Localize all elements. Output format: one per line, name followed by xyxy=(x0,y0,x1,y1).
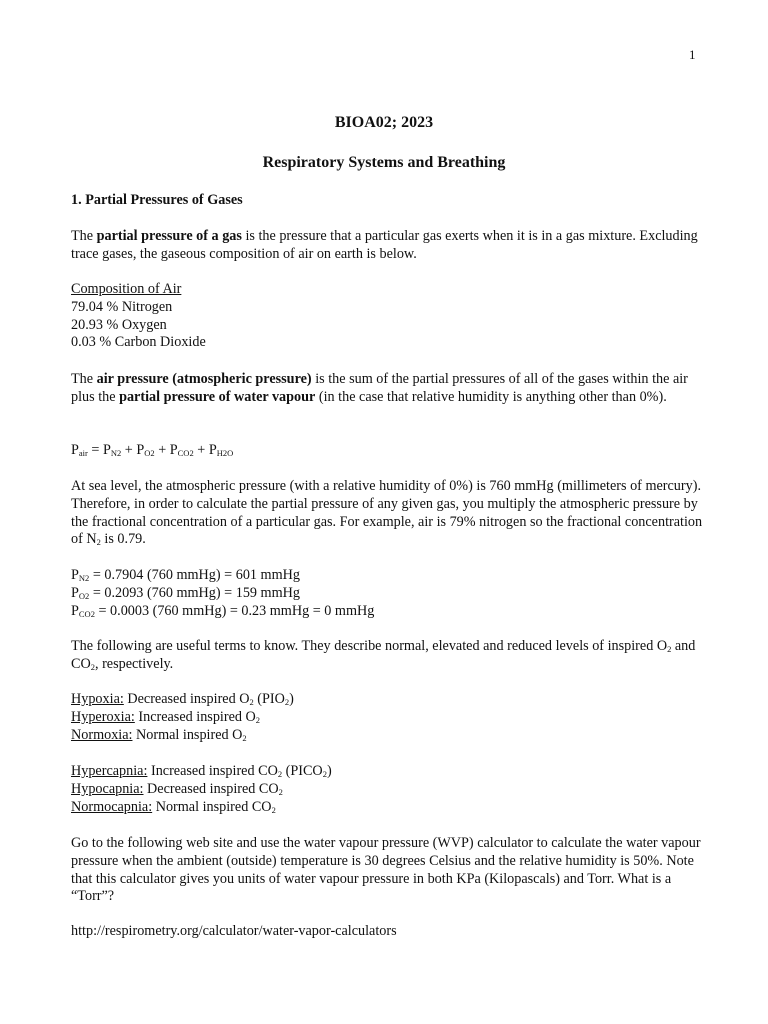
calculator-url[interactable]: http://respirometry.org/calculator/water-vapor-calculators xyxy=(71,923,397,939)
course-code: BIOA02; 2023 xyxy=(334,114,434,131)
oxygen-terms xyxy=(71,691,711,744)
page-number: 1 xyxy=(689,47,696,62)
co2-terms xyxy=(71,763,711,816)
intro-paragraph: The partial pressure of a gas is the pressure that a particular gas exerts when it is in a gas mixture. Excluding trace gases, the gaseous composition of air on earth is below. xyxy=(71,228,698,262)
sea-level-paragraph: At sea level, the atmospheric pressure (with a relative humidity of 0%) is 760 mmHg (millimeters of mercury). Therefore, in order to calculate the partial pressure of any given gas, you multiply the atmospheric pressure by the fractional concentration of a particular gas. For example, air is 79% nitrogen so the fractional concentration of $N_2$ is 0.79. xyxy=(71,478,703,548)
term-hypercapnia: Hypercapnia: Increased inspired $CO_2$ $(PICO_2)$ xyxy=(71,763,332,779)
calc-line: $P_{N2} = 0.7904$ (760 mmHg) = 601 mmHg xyxy=(71,567,300,583)
terms-intro: The following are useful terms to know. They describe normal, elevated and reduced levels of inspired $O_2$ and $CO_2$, respectively. xyxy=(71,638,696,672)
air-pressure-paragraph: The air pressure (atmospheric pressure) is the sum of the partial pressures of all of the gases within the air plus the partial pressure of water vapour (in the case that relative humidity is anything other than 0%). xyxy=(71,371,688,405)
composition-item: 79.04 % Nitrogen xyxy=(71,298,173,315)
page-title: Respiratory Systems and Breathing xyxy=(262,154,506,171)
composition-item: 20.93 % Oxygen xyxy=(71,316,167,333)
term-hypoxia: Hypoxia: Decreased inspired $O_2$ $(PIO_2)$ xyxy=(71,691,294,707)
term-normoxia: Normoxia: Normal inspired $O_2$ xyxy=(71,726,247,743)
wvp-paragraph: Go to the following web site and use the water vapour pressure (WVP) calculator to calculate the water vapour pressure when the ambient (outside) temperature is 30 degrees Celsius and the relative humidity is 50%. Note that this calculator gives you units of water vapour pressure in both KPa (Kilopascals) and Torr. What is a “Torr”? xyxy=(71,835,701,905)
air-pressure-equation: $P_{air} = P_{N2} + P_{O2} + P_{CO2} + P_{H2O}$ xyxy=(71,442,234,458)
calc-line: $P_{CO2} = 0.0003$ (760 mmHg) = 0.23 mmHg = 0 mmHg xyxy=(71,602,375,619)
calc-line: $P_{O2} = 0.2093$ (760 mmHg) = 159 mmHg xyxy=(71,584,300,601)
term-partial-pressure: partial pressure of a gas xyxy=(96,228,242,244)
composition-heading: Composition of Air xyxy=(71,281,182,297)
calculator-link[interactable] xyxy=(71,923,711,941)
term-normocapnia: Normocapnia: Normal inspired $CO_2$ xyxy=(71,798,276,815)
term-hyperoxia: Hyperoxia: Increased inspired $O_2$ xyxy=(71,708,261,725)
composition-item: 0.03 % Carbon Dioxide xyxy=(71,334,206,351)
composition-list xyxy=(71,281,711,352)
partial-pressure-calculations xyxy=(71,567,711,620)
term-hypocapnia: Hypocapnia: Decreased inspired $CO_2$ xyxy=(71,780,283,797)
section-heading: 1. Partial Pressures of Gases xyxy=(71,192,243,208)
